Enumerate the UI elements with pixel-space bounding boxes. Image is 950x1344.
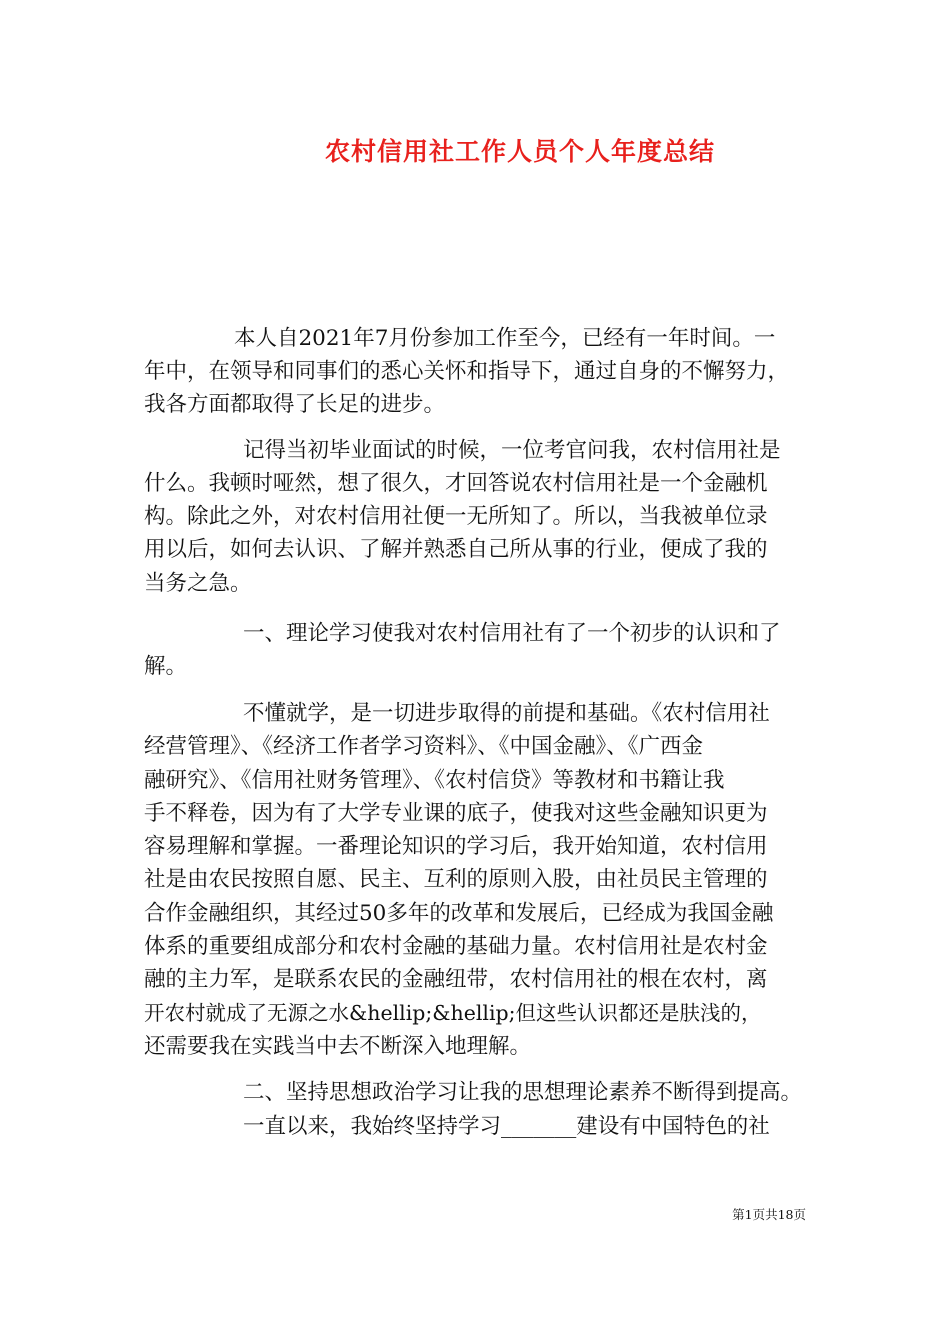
body-line-19: 融的主力军，是联系农民的金融纽带，农村信用社的根在农村，离 [144,967,768,992]
body-line-21: 还需要我在实践当中去不断深入地理解。 [144,1034,532,1059]
body-line-11: 不懂就学，是一切进步取得的前提和基础。《农村信用社 [243,701,770,726]
body-line-15: 容易理解和掌握。一番理论知识的学习后，我开始知道，农村信用 [144,834,768,859]
body-line-5: 什么。我顿时哑然，想了很久，才回答说农村信用社是一个金融机 [144,471,768,496]
body-line-14: 手不释卷，因为有了大学专业课的底子，使我对这些金融知识更为 [144,801,768,826]
body-line-10: 解。 [144,654,188,679]
body-line-20: 开农村就成了无源之水&hellip;&hellip;但这些认识都还是肤浅的， [144,1001,762,1025]
body-line-17: 合作金融组织，其经过50多年的改革和发展后，已经成为我国金融 [144,901,774,926]
body-line-4: 记得当初毕业面试的时候，一位考官问我，农村信用社是 [243,438,781,463]
body-line-16: 社是由农民按照自愿、民主、互利的原则入股，由社员民主管理的 [144,867,768,892]
body-line-2: 年中，在领导和同事们的悉心关怀和指导下，通过自身的不懈努力， [144,359,790,384]
page-footer: 第1页共18页 [732,1207,806,1222]
body-line-13: 融研究》、《信用社财务管理》、《农村信贷》等教材和书籍让我 [144,768,725,793]
body-line-9: 一、理论学习使我对农村信用社有了一个初步的认识和了 [243,621,781,646]
body-line-22: 二、坚持思想政治学习让我的思想理论素养不断得到提高。 [243,1080,803,1105]
body-line-18: 体系的重要组成部分和农村金融的基础力量。农村信用社是农村金 [144,934,768,959]
body-line-8: 当务之急。 [144,571,252,596]
body-line-3: 我各方面都取得了长足的进步。 [144,392,446,417]
body-line-12: 经营管理》、《经济工作者学习资料》、《中国金融》、《广西金 [144,734,704,759]
document-title: 农村信用社工作人员个人年度总结 [324,137,715,166]
body-line-23: 一直以来，我始终坚持学习_______建设有中国特色的社 [243,1114,770,1139]
body-line-6: 构。除此之外，对农村信用社便一无所知了。所以，当我被单位录 [144,504,768,529]
body-line-1: 本人自2021年7月份参加工作至今，已经有一年时间。一 [234,326,776,351]
body-line-7: 用以后，如何去认识、了解并熟悉自己所从事的行业，便成了我的 [144,537,768,562]
